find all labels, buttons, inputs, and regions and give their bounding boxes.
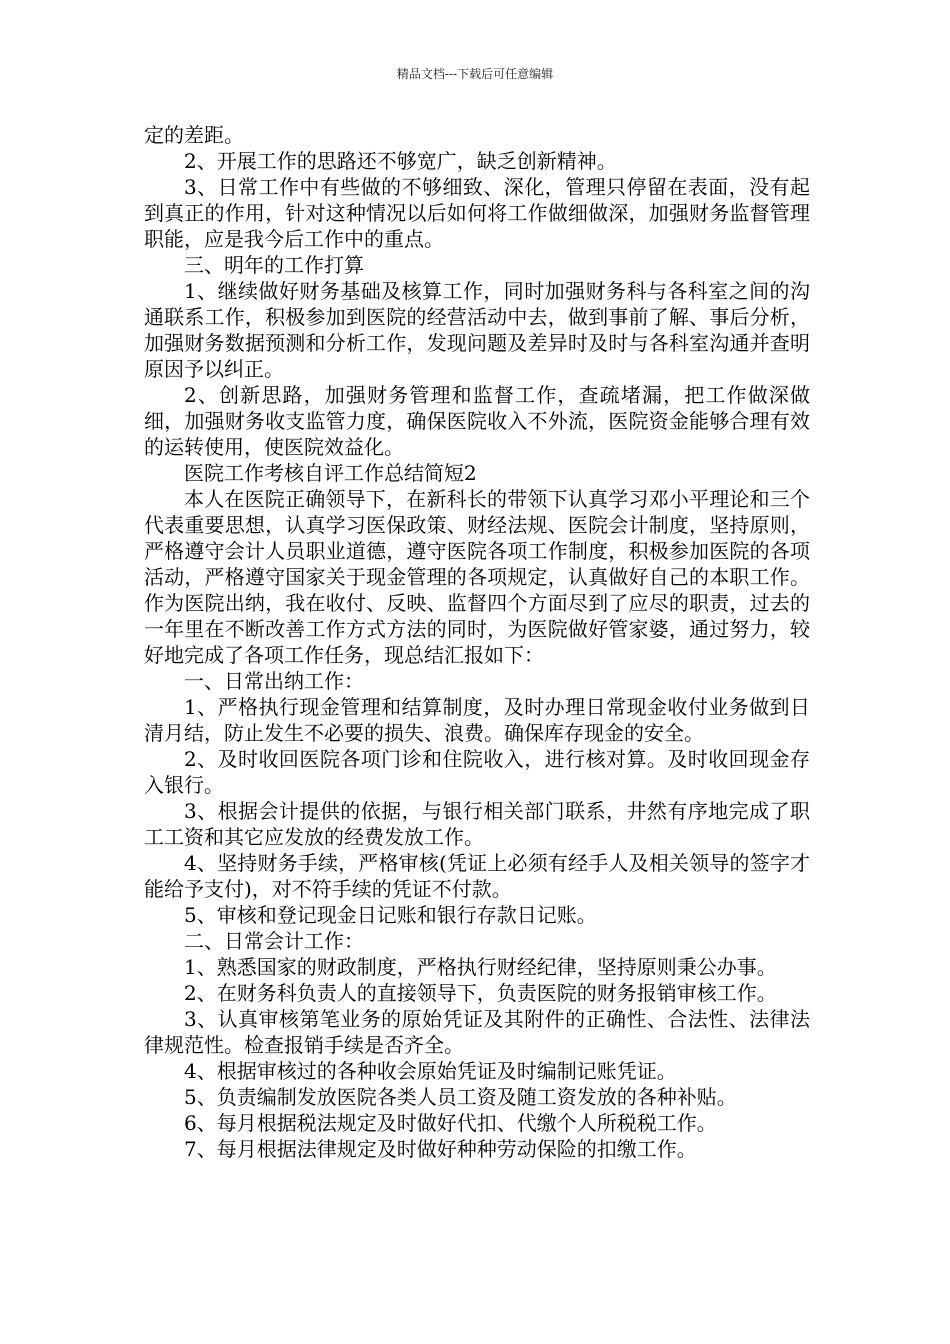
paragraph: 4、根据审核过的各种收会原始凭证及时编制记账凭证。 [184,1059,677,1083]
paragraph: 6、每月根据税法规定及时做好代扣、代缴个人所税税工作。 [184,1111,717,1135]
paragraph: 3、日常工作中有些做的不够细致、深化，管理只停留在表面，没有起到真正的作用，针对这种情况以后如何将工作做细做深，加强财务监督管理职能，应是我今后工作中的重点。 [144,175,810,251]
paragraph: 7、每月根据法律规定及时做好种种劳动保险的扣缴工作。 [184,1137,697,1161]
paragraph: 1、熟悉国家的财政制度，严格执行财经纪律，坚持原则秉公办事。 [184,955,777,979]
section-title: 医院工作考核自评工作总结简短2 [184,461,477,485]
section-heading: 一、日常出纳工作： [184,669,364,693]
paragraph: 1、继续做好财务基础及核算工作，同时加强财务科与各科室之间的沟通联系工作，积极参加到医院的经营活动中去，做到事前了解、事后分析，加强财务数据预测和分析工作，发现问题及差异时及时与各科室沟通并查明原因予以纠正。 [144,279,810,381]
paragraph: 2、创新思路，加强财务管理和监督工作，查疏堵漏，把工作做深做细，加强财务收支监管力度，确保医院收入不外流，医院资金能够合理有效的运转使用，使医院效益化。 [144,383,810,459]
page-header: 精品文档---下载后可任意编辑 [396,67,554,81]
paragraph: 4、坚持财务手续，严格审核(凭证上必须有经手人及相关领导的签字才能给予支付)，对不符手续的凭证不付款。 [144,851,810,901]
paragraph: 本人在医院正确领导下，在新科长的带领下认真学习邓小平理论和三个代表重要思想，认真学习医保政策、财经法规、医院会计制度，坚持原则，严格遵守会计人员职业道德，遵守医院各项工作制度，积极参加医院的各项活动，严格遵守国家关于现金管理的各项规定，认真做好自己的本职工作。作为医院出纳，我在收付、反映、监督四个方面尽到了应尽的职责，过去的一年里在不断改善工作方式方法的同时，为医院做好管家婆，通过努力，较好地完成了各项工作任务，现总结汇报如下： [144,487,810,667]
paragraph: 2、在财务科负责人的直接领导下，负责医院的财务报销审核工作。 [184,981,777,1005]
document-body [144,122,810,1162]
paragraph: 3、认真审核第笔业务的原始凭证及其附件的正确性、合法性、法律法律规范性。检查报销手续是否齐全。 [144,1007,810,1057]
paragraph: 2、开展工作的思路还不够宽广，缺乏创新精神。 [184,149,617,173]
section-heading: 二、日常会计工作： [184,929,364,953]
paragraph: 3、根据会计提供的依据，与银行相关部门联系，井然有序地完成了职工工资和其它应发放的经费发放工作。 [144,799,810,849]
paragraph: 2、及时收回医院各项门诊和住院收入，进行核对算。及时收回现金存入银行。 [144,747,810,797]
paragraph: 定的差距。 [144,123,244,147]
section-heading: 三、明年的工作打算 [184,253,364,277]
paragraph: 5、负责编制发放医院各类人员工资及随工资发放的各种补贴。 [184,1085,737,1109]
paragraph: 1、严格执行现金管理和结算制度，及时办理日常现金收付业务做到日清月结，防止发生不必要的损失、浪费。确保库存现金的安全。 [144,695,810,745]
paragraph: 5、审核和登记现金日记账和银行存款日记账。 [184,903,597,927]
